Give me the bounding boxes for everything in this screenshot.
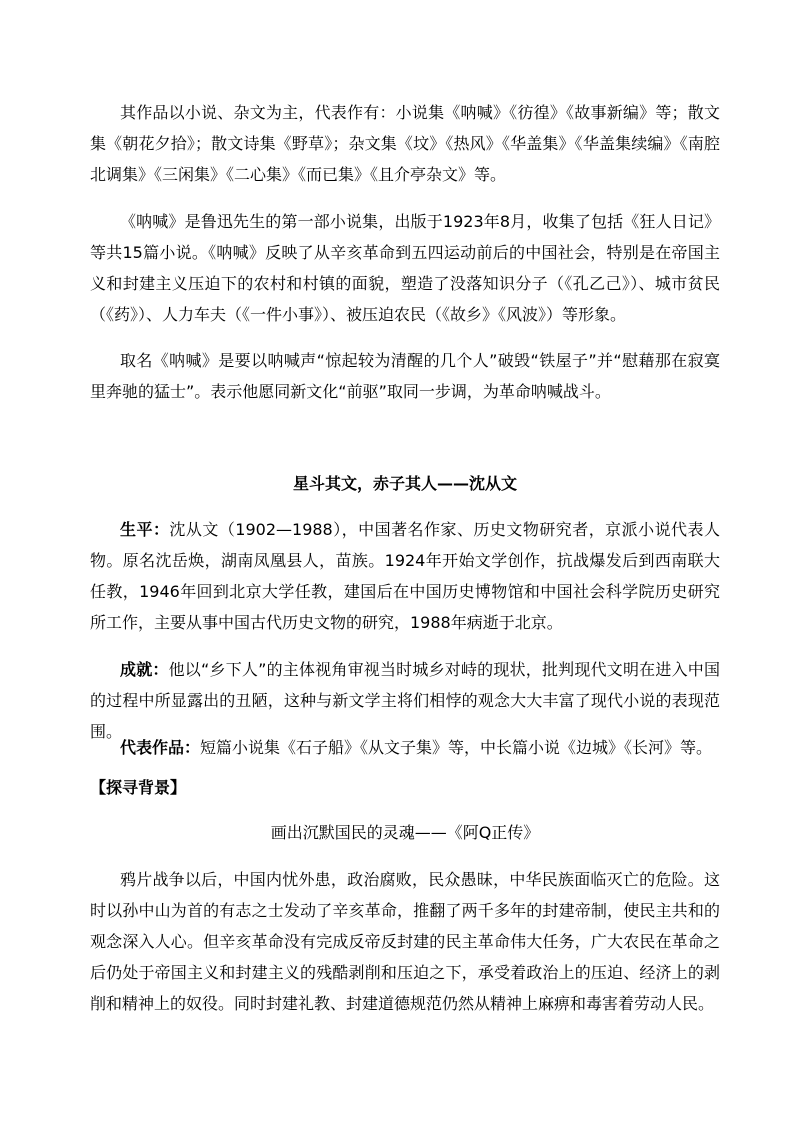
life-paragraph (90, 514, 720, 638)
nahan-intro-paragraph: 《呐喊》是鲁迅先生的第一部小说集，出版于1923年8月，收集了包括《狂人日记》等共15篇小说。《呐喊》反映了从辛亥革命到五四运动前后的中国社会，特别是在帝国主义和封建主义压迫下的农村和村镇的面貌，塑造了没落知识分子（《孔乙己》）、城市贫民（《药》）、人力车夫（《一件小事》）、被压迫农民（《故乡》《风波》）等形象。 (90, 212, 720, 324)
achievement-text: 他以“乡下人”的主体视角审视当时城乡对峙的现状，批判现代文明在进入中国的过程中所显露出的丑陋，这种与新文学主将们相悖的观念大大丰富了现代小说的表现范围。 (90, 660, 720, 741)
background-subtitle: 画出沉默国民的灵魂——《阿Q正传》 (270, 823, 540, 842)
achievement-label: 成就： (120, 660, 169, 679)
luxun-works-paragraph: 其作品以小说、杂文为主，代表作有：小说集《呐喊》《彷徨》《故事新编》等；散文集《朝花夕拾》；散文诗集《野草》；杂文集《坟》《热风》《华盖集》《华盖集续编》《南腔北调集》《三闲集》《二心集》《而已集》《且介亭杂文》等。 (90, 103, 720, 184)
works-paragraph (90, 732, 720, 763)
works-text: 短篇小说集《石子船》《从文子集》等，中长篇小说《边城》《长河》等。 (200, 738, 713, 757)
section-title-shencongwen: 星斗其文，赤子其人——沈从文 (292, 474, 517, 493)
life-text: 沈从文（1902—1988），中国著名作家、历史文物研究者，京派小说代表人物。原名沈岳焕，湖南凤凰县人，苗族。1924年开始文学创作，抗战爆发后到西南联大任教，1946年回到北京大学任教，建国后在中国历史博物馆和中国社会科学院历史研究所工作，主要从事中国古代历史文物的研究，1988年病逝于北京。 (90, 520, 720, 632)
nahan-naming-paragraph: 取名《呐喊》是要以呐喊声“惊起较为清醒的几个人”破毁“铁屋子”并“慰藉那在寂寞里奔驰的猛士”。表示他愿同新文化“前驱”取同一步调，为革命呐喊战斗。 (90, 351, 720, 401)
works-label: 代表作品： (120, 738, 201, 757)
background-paragraph: 鸦片战争以后，中国内忧外患，政治腐败，民众愚昧，中华民族面临灭亡的危险。这时以孙中山为首的有志之士发动了辛亥革命，推翻了两千多年的封建帝制，使民主共和的观念深入人心。但辛亥革命没有完成反帝反封建的民主革命伟大任务，广大农民在革命之后仍处于帝国主义和封建主义的残酷剥削和压迫之下，承受着政治上的压迫、经济上的剥削和精神上的奴役。同时封建礼教、封建道德规范仍然从精神上麻痹和毒害着劳动人民。 (90, 870, 720, 1013)
background-heading: 【探寻背景】 (90, 778, 187, 797)
life-label: 生平： (120, 520, 170, 539)
